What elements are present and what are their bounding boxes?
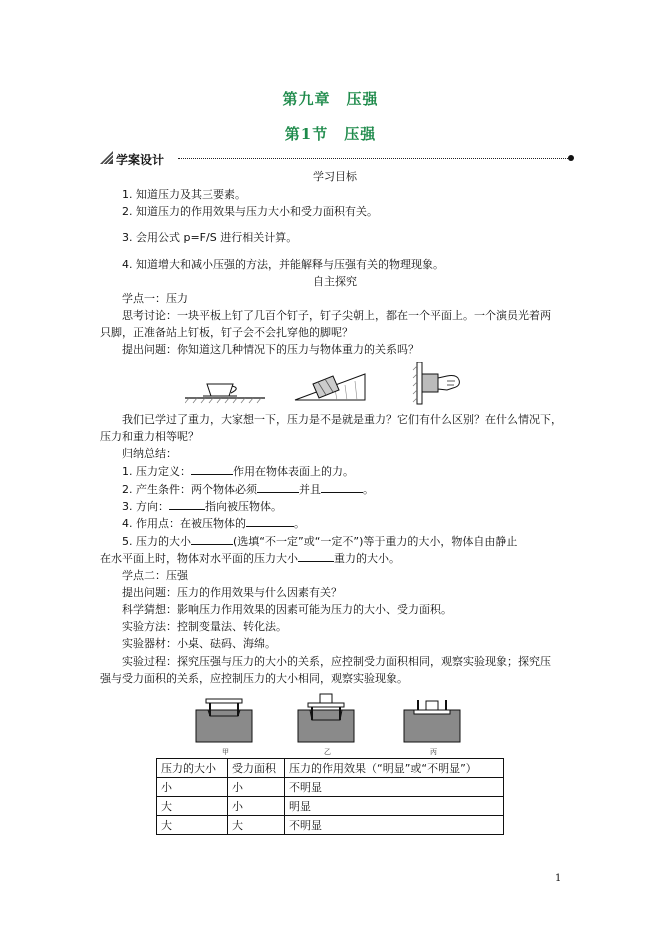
discussion-line-2: 只脚，正准备站上钉板，钉子会不会扎穿他的脚呢？ (100, 326, 353, 339)
table-header-row (157, 759, 504, 778)
answer-blank[interactable] (169, 498, 205, 510)
answer-blank[interactable] (257, 481, 299, 493)
answer-blank[interactable] (321, 481, 363, 493)
summary-item-2: 2. 产生条件：两个物体必须 并且 。 (122, 483, 374, 496)
point2-title: 学点二：压强 (122, 569, 188, 582)
table-header: 压力的作用效果（“明显”或“不明显”） (285, 759, 504, 778)
table-cell: 大 (228, 816, 285, 835)
table-cell: 大 (157, 797, 228, 816)
explore-heading: 自主探究 (313, 275, 357, 288)
figure-label-yi: 乙 (324, 748, 331, 756)
objective-1: 1. 知道压力及其三要素。 (122, 188, 246, 201)
table-row (157, 797, 504, 816)
summary-heading: 归纳总结： (122, 447, 177, 460)
answer-blank[interactable] (246, 515, 294, 527)
summary-item-3: 3. 方向： 指向被压物体。 (122, 500, 282, 513)
answer-blank[interactable] (191, 463, 233, 475)
answer-blank[interactable] (298, 550, 334, 562)
point1-title: 学点一：压力 (122, 292, 188, 305)
table-header: 压力的大小 (157, 759, 228, 778)
objective-3: 3. 会用公式 p=F/S 进行相关计算。 (122, 231, 298, 244)
question-1: 提出问题：你知道这几种情况下的压力与物体重力的关系吗？ (122, 343, 419, 356)
answer-blank[interactable] (191, 533, 233, 545)
table-cell[interactable]: 不明显 (285, 778, 504, 797)
force-situations-figure (185, 362, 485, 406)
page-number: 1 (555, 873, 562, 884)
table-cell: 小 (228, 778, 285, 797)
experiment-jia (196, 699, 252, 742)
table-cell: 小 (157, 778, 228, 797)
figure-label-bing: 丙 (430, 748, 437, 756)
section-title: 第1节 压强 (284, 125, 377, 143)
header-divider (178, 158, 570, 159)
chapter-title: 第九章 压强 (282, 90, 379, 108)
table-row (157, 778, 504, 797)
section-header: 学案设计 (116, 153, 165, 167)
method: 实验方法：控制变量法、转化法。 (122, 620, 287, 633)
header-dot (568, 155, 574, 161)
table-cell[interactable]: 明显 (285, 797, 504, 816)
objective-2: 2. 知道压力的作用效果与压力大小和受力面积有关。 (122, 205, 378, 218)
block-against-wall-figure (413, 362, 459, 404)
table-cell: 大 (157, 816, 228, 835)
summary-item-5-cont: 在水平面上时，物体对水平面的压力大小 重力的大小。 (100, 552, 400, 565)
process-line-1: 实验过程：探究压强与压力的大小的关系，应控制受力面积相同，观察实验现象；探究压 (122, 655, 551, 668)
paragraph-line-1: 我们已学过了重力，大家想一下，压力是不是就是重力？它们有什么区别？在什么情况下， (122, 413, 562, 426)
question-2: 提出问题：压力的作用效果与什么因素有关？ (122, 586, 342, 599)
cup-on-table-figure (185, 384, 265, 403)
results-table (156, 758, 504, 835)
table-header: 受力面积 (228, 759, 285, 778)
paragraph-line-2: 压力和重力相等呢？ (100, 430, 199, 443)
hypothesis: 科学猜想：影响压力作用效果的因素可能为压力的大小、受力面积。 (122, 603, 452, 616)
experiment-bing (404, 700, 460, 742)
process-line-2: 强与受力面积的关系，应控制压力的大小相同，观察实验现象。 (100, 672, 408, 685)
experiment-yi (298, 694, 354, 742)
discussion-line-1: 思考讨论：一块平板上钉了几百个钉子，钉子尖朝上，都在一个平面上。一个演员光着两 (122, 309, 551, 322)
summary-item-5: 5. 压力的大小 (选填“不一定”或“一定不”)等于重力的大小，物体自由静止 (122, 535, 518, 548)
summary-item-4: 4. 作用点：在被压物体的 。 (122, 517, 305, 530)
objective-4: 4. 知道增大和减小压强的方法，并能解释与压强有关的物理现象。 (122, 258, 444, 271)
block-on-incline-figure (295, 374, 365, 400)
summary-item-1: 1. 压力定义： 作用在物体表面上的力。 (122, 465, 354, 478)
table-cell: 小 (228, 797, 285, 816)
equipment: 实验器材：小桌、砝码、海绵。 (122, 637, 276, 650)
table-row (157, 816, 504, 835)
figure-label-jia: 甲 (222, 748, 229, 756)
header-triangle-icon (100, 151, 114, 165)
objectives-heading: 学习目标 (313, 170, 357, 183)
table-cell[interactable]: 不明显 (285, 816, 504, 835)
